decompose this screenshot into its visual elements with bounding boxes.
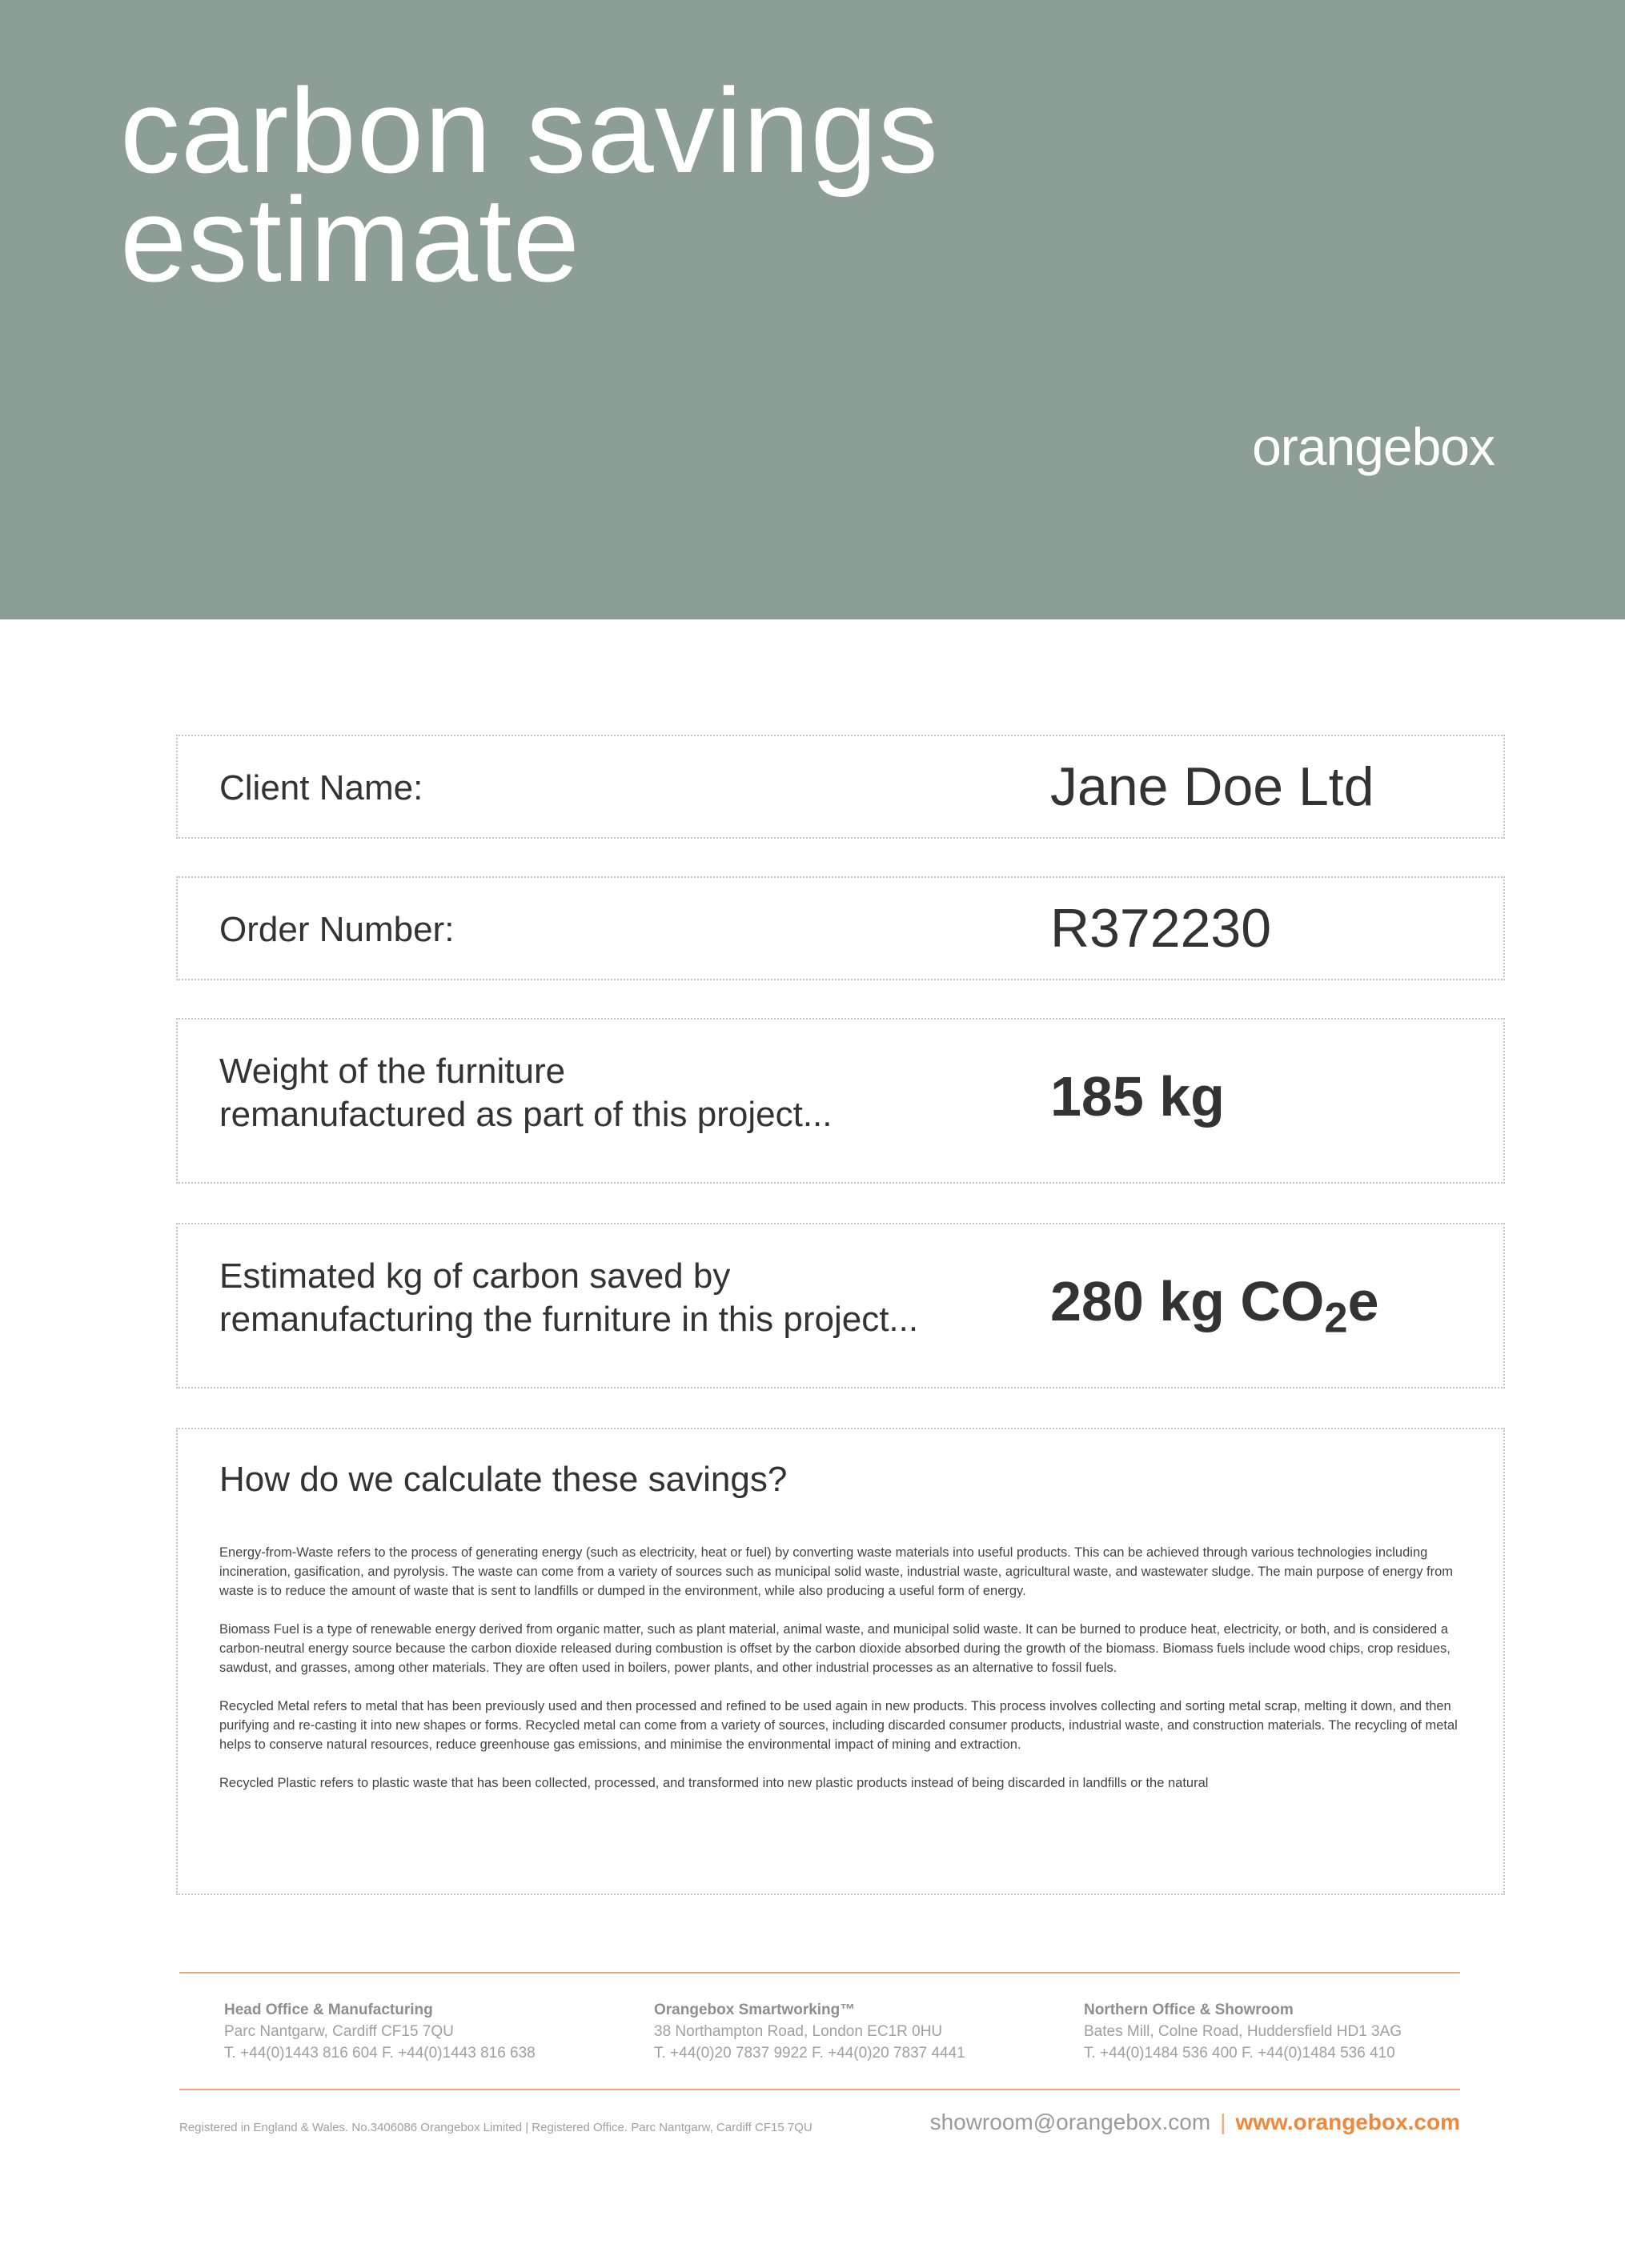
footer-separator: |: [1220, 2110, 1226, 2134]
carbon-value-main: 280 kg CO: [1050, 1270, 1325, 1332]
carbon-saved-value: [1050, 1269, 1379, 1343]
weight-value: 185 kg: [1050, 1065, 1225, 1128]
office-smartworking-name: Orangebox Smartworking™: [654, 2002, 856, 2018]
client-name-label: Client Name:: [219, 768, 423, 807]
order-number-label: Order Number:: [219, 910, 455, 949]
carbon-label-line-1: Estimated kg of carbon saved by: [219, 1256, 731, 1296]
title-line-2: estimate: [120, 172, 580, 307]
office-smartworking: [654, 1999, 965, 2064]
office-smartworking-address: 38 Northampton Road, London EC1R 0HU: [654, 2023, 943, 2040]
email-link[interactable]: showroom@orangebox.com: [929, 2110, 1211, 2134]
order-number-value: R372230: [1050, 898, 1272, 959]
paragraph-biomass-fuel: Biomass Fuel is a type of renewable energy derived from organic matter, such as plant material, animal waste, and municipal solid waste. It can be burned to produce heat, electricity, or both, and is considered a carbon-neutral energy source because the carbon dioxide released during combustion is offset by the carbon dioxide absorbed during the growth of the biomass. Biomass fuels include wood chips, crop residues, sawdust, and grasses, among other materials. They are often used in boilers, power plants, and other industrial processes as an alternative to fossil fuels.: [219, 1622, 1450, 1675]
office-smartworking-phone: T. +44(0)20 7837 9922 F. +44(0)20 7837 4441: [654, 2045, 965, 2062]
calculation-body: [219, 1543, 1468, 1903]
website-link[interactable]: www.orangebox.com: [1235, 2110, 1460, 2134]
footer-rule-top: [179, 1972, 1460, 1973]
weight-label-line-1: Weight of the furniture: [219, 1052, 566, 1091]
office-northern-address: Bates Mill, Colne Road, Huddersfield HD1 3AG: [1084, 2023, 1402, 2040]
carbon-saved-box: [176, 1223, 1505, 1388]
paragraph-recycled-metal: Recycled Metal refers to metal that has been previously used and then processed and refined to be used again in new products. This process involves collecting and sorting metal scrap, melting it down, and then purifying and re-casting it into new shapes or forms. Recycled metal can come from a variety of sources, including discarded consumer products, industrial waste, and construction materials. The recycling of metal helps to conserve natural resources, reduce greenhouse gas emissions, and minimise the environmental impact of mining and extraction.: [219, 1699, 1458, 1752]
carbon-value-tail: e: [1347, 1270, 1379, 1332]
paragraph-recycled-plastic: Recycled Plastic refers to plastic waste that has been collected, processed, and transformed into new plastic products instead of being discarded in landfills or the natural: [219, 1776, 1209, 1790]
page-title: [120, 63, 939, 307]
office-head-address: Parc Nantgarw, Cardiff CF15 7QU: [224, 2023, 454, 2040]
footer-links: [930, 2110, 1460, 2135]
weight-box: [176, 1018, 1505, 1184]
footer-rule-bottom: [179, 2089, 1460, 2090]
weight-label-line-2: remanufactured as part of this project...: [219, 1095, 833, 1134]
paragraph-energy-from-waste: Energy-from-Waste refers to the process of generating energy (such as electricity, heat or fuel) by converting waste materials into useful products. This can be achieved through various technologies including incineration, gasification, and pyrolysis. The waste can come from a variety of sources such as municipal solid waste, industrial waste, agricultural waste, and wastewater sludge. The main purpose of energy from waste is to reduce the amount of waste that is sent to landfills or dumped in the environment, while also producing a useful form of energy.: [219, 1545, 1454, 1598]
office-head-phone: T. +44(0)1443 816 604 F. +44(0)1443 816 638: [224, 2045, 536, 2062]
office-northern-name: Northern Office & Showroom: [1084, 2002, 1294, 2018]
office-northern-phone: T. +44(0)1484 536 400 F. +44(0)1484 536 410: [1084, 2045, 1395, 2062]
orangebox-logo: orangebox: [1252, 417, 1495, 476]
weight-label: [219, 1050, 833, 1136]
office-northern: [1084, 1999, 1402, 2064]
title-line-1: carbon savings: [120, 63, 939, 198]
client-name-box: [176, 735, 1505, 839]
order-number-box: [176, 876, 1505, 980]
calculation-heading: How do we calculate these savings?: [219, 1460, 788, 1499]
calculation-box: [176, 1428, 1505, 1895]
header-banner: [0, 0, 1625, 619]
carbon-value-subscript: 2: [1324, 1294, 1348, 1342]
office-head-name: Head Office & Manufacturing: [224, 2002, 433, 2018]
registration-text: Registered in England & Wales. No.3406086 Orangebox Limited | Registered Office. Parc Nantgarw, Cardiff CF15 7QU: [179, 2121, 812, 2134]
carbon-saved-label: [219, 1255, 918, 1341]
client-name-value: Jane Doe Ltd: [1050, 756, 1374, 817]
office-head: [224, 1999, 536, 2064]
carbon-label-line-2: remanufacturing the furniture in this project...: [219, 1300, 919, 1339]
